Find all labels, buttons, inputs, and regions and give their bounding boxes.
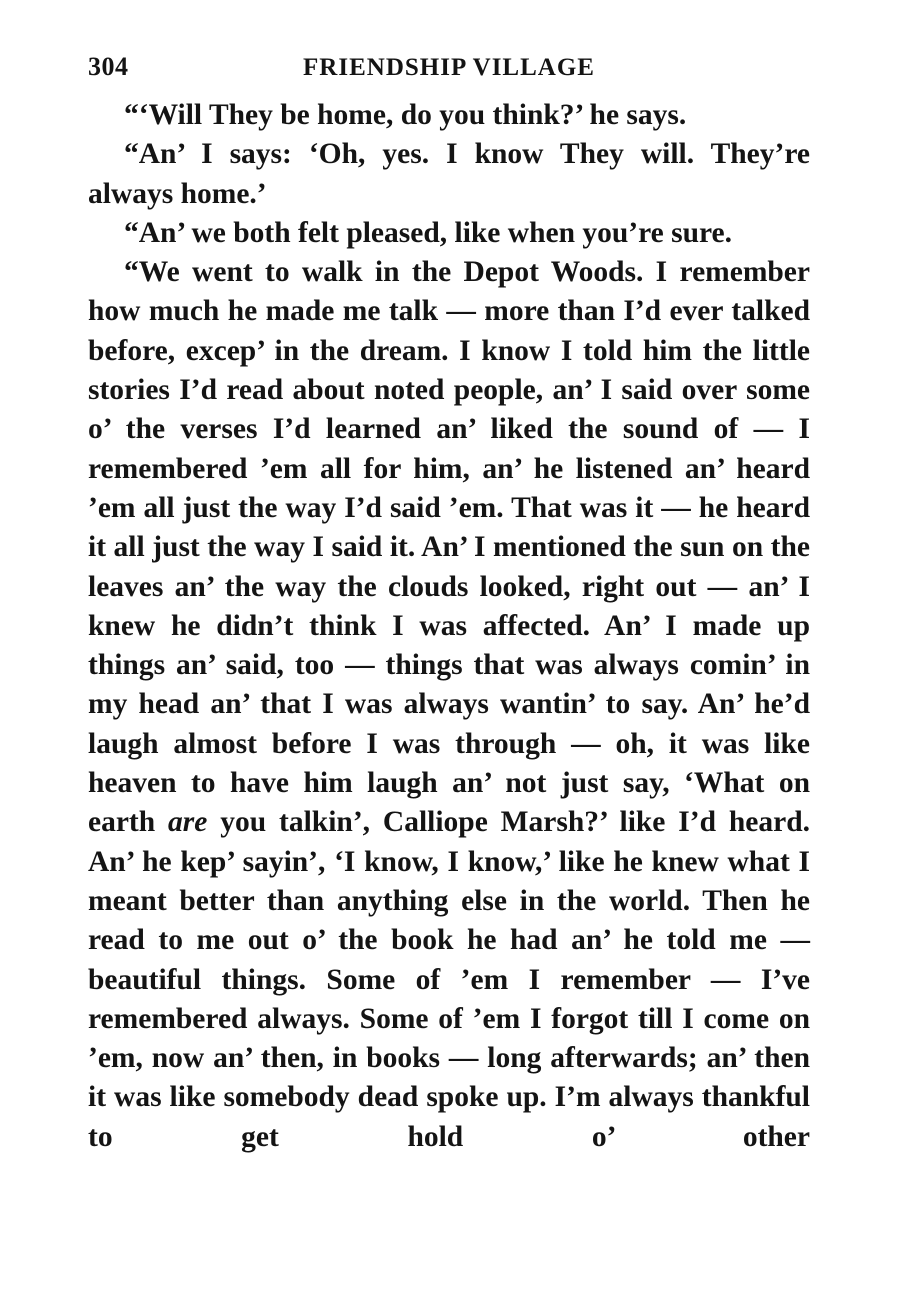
paragraph-4-part-a: “We went to walk in the Depot Woods. I remember how much he made me talk — more than I’d ever talked before, excep’ in the dream. I know I told him the little stories I’d read about noted people, an’ I said over some o’ the verses I’d learned an’ liked the sound of — I remembered ’em all for him, an’ he listened an’ heard ’em all just the way I’d said ’em. That was it — he heard it all just the way I said it. An’ I mentioned the sun on the leaves an’ the way the clouds looked, right out — an’ I knew he didn’t think I was affected. An’ I made up things an’ said, too — things that was always comin’ in my head an’ that I was always wantin’ to say. An’ he’d laugh almost before I was through — oh, it was like heaven to have him laugh an’ not just say, ‘What on earth (88, 256, 810, 839)
paragraph-3: “An’ we both felt pleased, like when you’re sure. (124, 216, 733, 249)
paragraph-4-emphasis: are (168, 806, 208, 839)
paragraph-2: “An’ I says: ‘Oh, yes. I know They will. They’re always home.’ (88, 138, 810, 210)
running-title: FRIENDSHIP VILLAGE (303, 54, 595, 81)
paragraph-4 (88, 253, 810, 1157)
running-head (88, 52, 810, 92)
page-number: 304 (88, 52, 129, 81)
body-text (88, 96, 810, 1157)
paragraph-1: “‘Will They be home, do you think?’ he says. (124, 99, 687, 131)
paragraph-4-part-b: you talkin’, Calliope Marsh?’ like I’d heard. An’ he kep’ sayin’, ‘I know, I know,’ like he knew what I meant better than anything else in the world. Then he read to me out o’ the book he had an’ he told me — beautiful things. Some of ’em I remember — I’ve remembered always. Some of ’em I forgot till I come on ’em, now an’ then, in books — long afterwards; an’ then it was like somebody dead spoke up. I’m always thankful to get hold o’ other (88, 806, 810, 1153)
